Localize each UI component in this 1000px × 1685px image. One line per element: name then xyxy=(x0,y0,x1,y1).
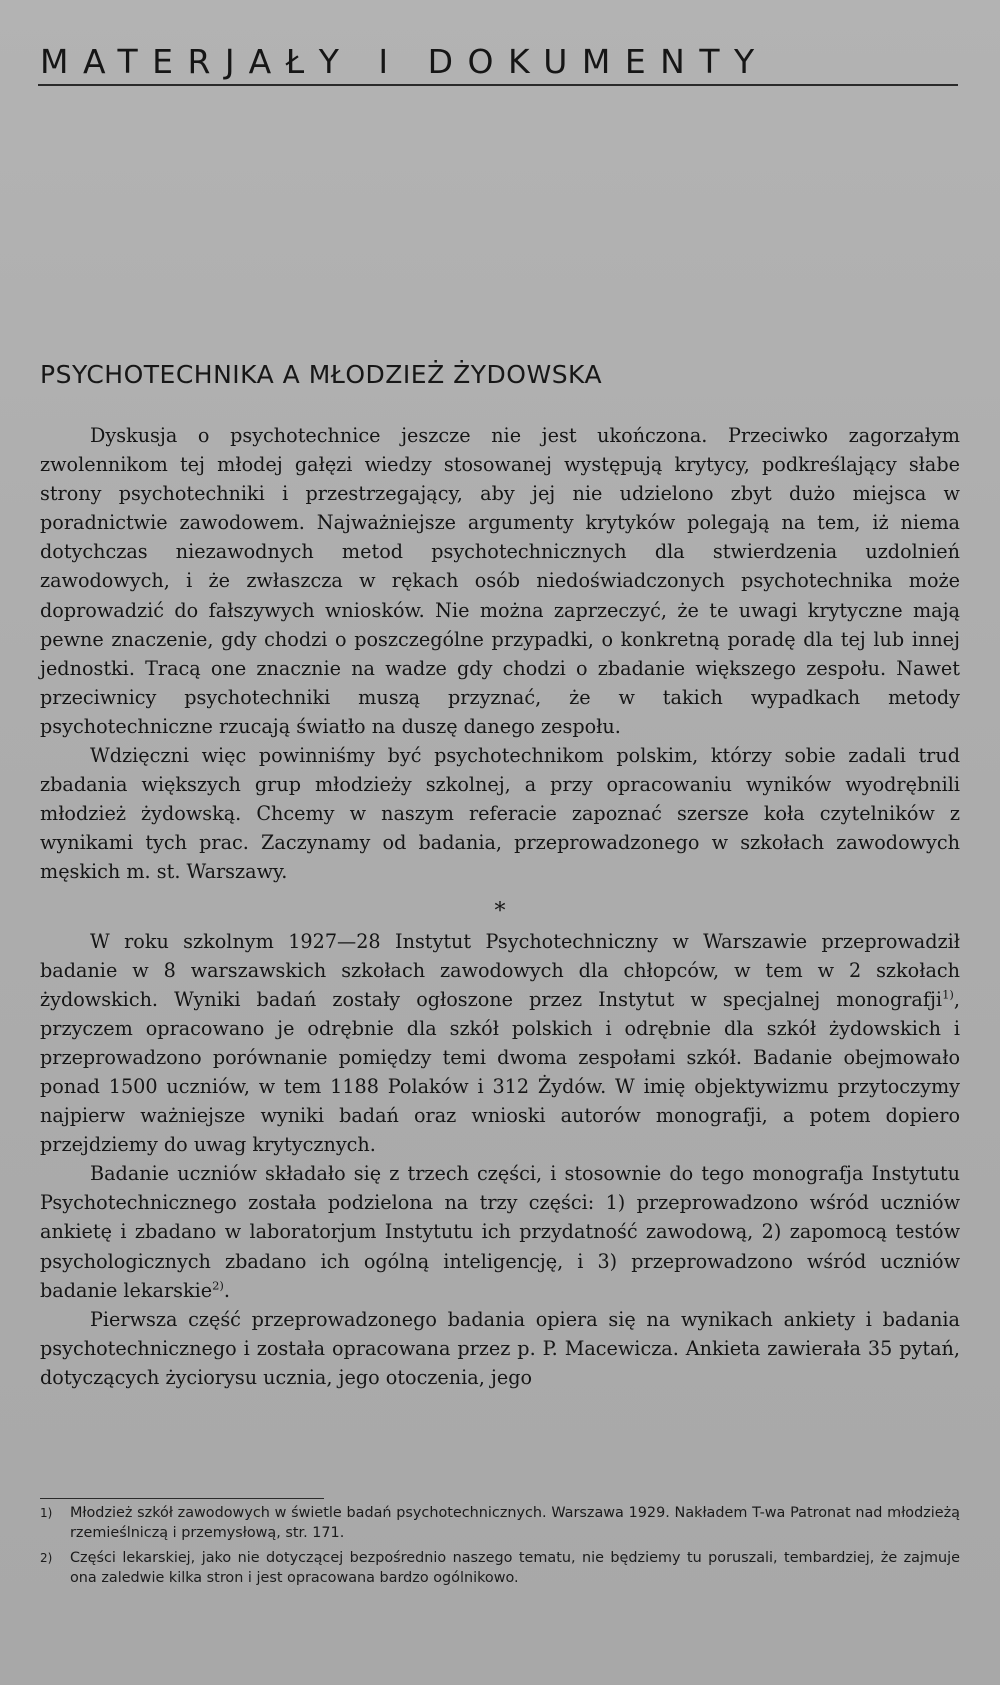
paragraph-3-text-b: , przyczem opracowano je odrębnie dla szkół polskich i odrębnie dla szkół żydowskich i przeprowadzono porównanie pomiędzy temi dwoma zespołami szkół. Badanie obejmowało ponad 1500 uczniów, w tem 1188 Polaków i 312 Żydów. W imię objektywizmu przytoczymy najpierw ważniejsze wyniki badań oraz wnioski autorów monografji, a potem dopiero przejdziemy do uwag krytycznych. xyxy=(40,987,960,1157)
paragraph-4 xyxy=(40,1159,960,1304)
footnote xyxy=(40,1548,960,1588)
footnote-mark: 2) xyxy=(40,1551,53,1565)
paragraph-5: Pierwsza część przeprowadzonego badania opiera się na wynikach ankiety i badania psychotechnicznego i została opracowana przez p. P. Macewicza. Ankieta zawierała 35 pytań, dotyczących życiorysu ucznia, jego otoczenia, jego xyxy=(40,1307,960,1389)
running-head: MATERJAŁY I DOKUMENTY xyxy=(40,42,769,81)
section-separator: * xyxy=(494,898,506,924)
footnote-ref-2: 2) xyxy=(212,1278,224,1293)
footnote-mark: 1) xyxy=(40,1506,53,1520)
header-rule xyxy=(38,84,958,86)
paragraph-3 xyxy=(40,927,960,1160)
footnote xyxy=(40,1503,960,1543)
article-body xyxy=(40,421,960,1392)
paragraph-4-text-a: Badanie uczniów składało się z trzech części, i stosownie do tego monografja Instytutu Psychotechnicznego została podzielona na trzy części: 1) przeprowadzono wśród uczniów ankietę i zbadano w laboratorjum Instytutu ich przydatność zawodową, 2) zapomocą testów psychologicznych zbadano ich ogólną inteligencję, i 3) przeprowadzono wśród uczniów badanie lekarskie xyxy=(40,1162,960,1302)
paragraph-2: Wdzięczni więc powinniśmy być psychotechnikom polskim, którzy sobie zadali trud zbadania większych grup młodzieży szkolnej, a przy opracowaniu wyników wyodrębnili młodzież żydowską. Chcemy w naszym referacie zapoznać szersze koła czytelników z wynikami tych prac. Zaczynamy od badania, przeprowadzonego w szkołach zawodowych męskich m. st. Warszawy. xyxy=(40,744,960,884)
paragraph-4-text-b: . xyxy=(223,1278,231,1302)
paragraph-1: Dyskusja o psychotechnice jeszcze nie jest ukończona. Przeciwko zagorzałym zwolennikom tej młodej gałęzi wiedzy stosowanej występują krytycy, podkreślający słabe strony psychotechniki i przestrzegający, aby jej nie udzielono zbyt dużo miejsca w poradnictwie zawodowem. Najważniejsze argumenty krytyków polegają na tem, iż niema dotychczas niezawodnych metod psychotechnicznych dla stwierdzenia uzdolnień zawodowych, i że zwłaszcza w rękach osób niedoświadczonych psychotechnika może doprowadzić do fałszywych wniosków. Nie można zaprzeczyć, że te uwagi krytyczne mają pewne znaczenie, gdy chodzi o poszczególne przypadki, o konkretną poradę dla tej lub innej jednostki. Tracą one znacznie na wadze gdy chodzi o zbadanie większego zespołu. Nawet przeciwnicy psychotechniki muszą przyznać, że w takich wypadkach metody psychotechniczne rzucają światło na duszę danego zespołu. xyxy=(40,424,960,738)
footnote-rule xyxy=(40,1498,324,1499)
paragraph-3-text-a: W roku szkolnym 1927—28 Instytut Psychotechniczny w Warszawie przeprowadził badanie w 8 warszawskich szkołach zawodowych dla chłopców, w tem w 2 szkołach żydowskich. Wyniki badań zostały ogłoszone przez Instytut w specjalnej monografji xyxy=(40,929,960,1011)
footnote-text: Części lekarskiej, jako nie dotyczącej bezpośrednio naszego tematu, nie będziemy tu poruszali, tembardziej, że zajmuje ona zaledwie kilka stron i jest opracowana bardzo ogólnikowo. xyxy=(70,1550,960,1586)
footnotes xyxy=(40,1503,960,1593)
article-title: PSYCHOTECHNIKA A MŁODZIEŻ ŻYDOWSKA xyxy=(40,360,603,389)
footnote-text: Młodzież szkół zawodowych w świetle badań psychotechnicznych. Warszawa 1929. Nakładem T-wa Patronat nad młodzieżą rzemieślniczą i przemysłową, str. 171. xyxy=(70,1505,960,1541)
footnote-ref-1: 1) xyxy=(942,987,954,1002)
